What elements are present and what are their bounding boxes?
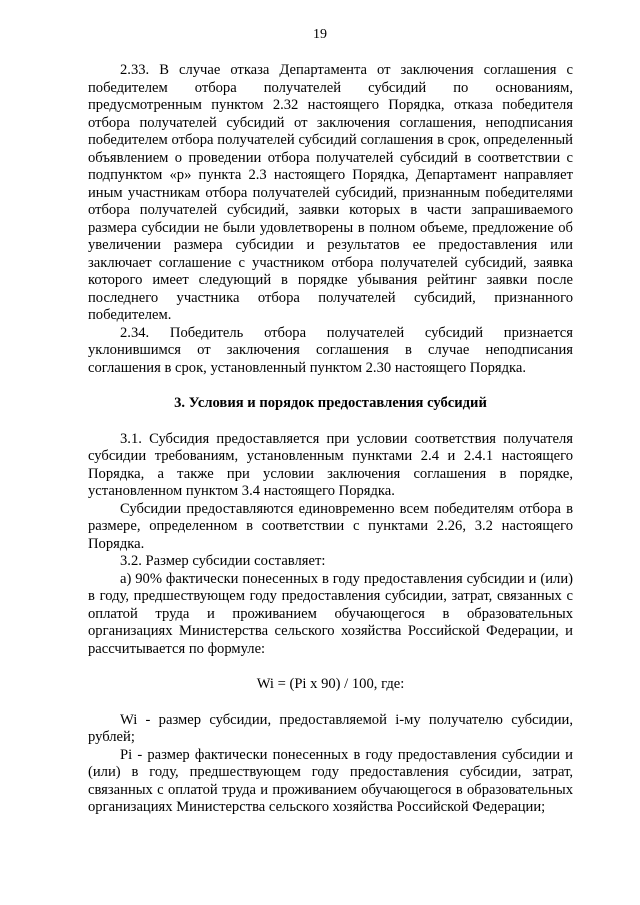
paragraph-2-34: 2.34. Победитель отбора получателей субсидий признается уклонившимся от заключения соглашения в случае неподписания соглашения в срок, установленный пунктом 2.30 настоящего Порядка. — [88, 324, 573, 376]
section-3-title: 3. Условия и порядок предоставления субсидий — [174, 395, 487, 411]
paragraph-2-33: 2.33. В случае отказа Департамента от заключения соглашения с победителем отбора получателей субсидий по основаниям, предусмотренным пунктом 2.32 настоящего Порядка, отказа победителя отбора получателей субсидий от заключения соглашения, неподписания победителем отбора получателей субсидий соглашения в срок, определенный объявлением о проведении отбора получателей субсидий в соответствии с подпунктом «р» пункта 2.3 настоящего Порядка, Департамент направляет иным участникам отбора получателей субсидий, признанным победителями отбора получателей субсидий, заявки которых в части запрашиваемого размера субсидии не были удовлетворены в полном объеме, предложение об увеличении размера субсидии и результатов ее предоставления или заключает соглашение с участником отбора получателей субсидий, заявка которого имеет следующий в порядке убывания рейтинг заявки после последнего участника отбора получателей субсидий, признанного победителем. — [88, 62, 573, 323]
paragraph-3-2-a: а) 90% фактически понесенных в году предоставления субсидии и (или) в году, предшествующем году предоставления субсидии, затрат, связанных с оплатой труда и проживанием обучающегося в образовательных организациях Министерства сельского хозяйства Российской Федерации, и рассчитывается по формуле: — [88, 570, 573, 657]
subsidy-formula: Wi = (Pi x 90) / 100, где: — [256, 676, 405, 692]
page-number: 19 — [313, 27, 327, 42]
paragraph-pi-definition: Pi - размер фактически понесенных в году предоставления субсидии и (или) в году, предшествующем году предоставления субсидии, затрат, связанных с оплатой труда и проживанием обучающегося в образовательных организациях Министерства сельского хозяйства Российской Федерации; — [88, 746, 573, 815]
paragraph-wi-definition: Wi - размер субсидии, предоставляемой i-му получателю субсидии, рублей; — [88, 711, 573, 745]
paragraph-one-time-subsidy: Субсидии предоставляются единовременно всем победителям отбора в размере, определенном в соответствии с пунктами 2.26, 3.2 настоящего Порядка. — [88, 500, 573, 552]
paragraph-3-1: 3.1. Субсидия предоставляется при условии соответствия получателя субсидии требованиям, установленным пунктами 2.4 и 2.4.1 настоящего Порядка, а также при условии заключения соглашения в порядке, установленном пунктом 3.4 настоящего Порядка. — [88, 430, 573, 499]
document-body — [88, 62, 573, 817]
paragraph-3-2: 3.2. Размер субсидии составляет: — [120, 553, 326, 569]
